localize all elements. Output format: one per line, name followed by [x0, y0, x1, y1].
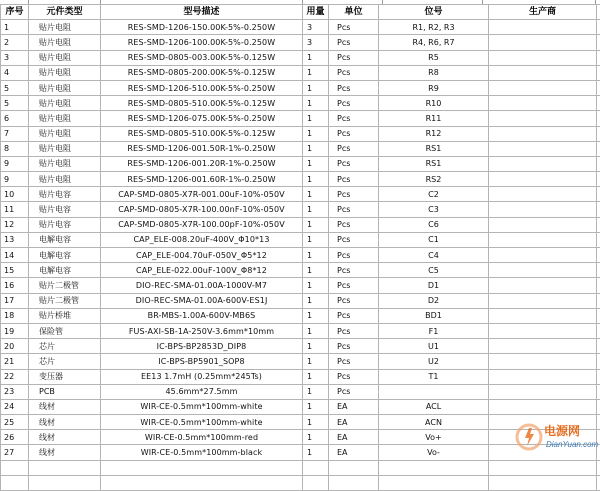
cell-position[interactable]: ACN — [379, 415, 489, 430]
cell-qty[interactable]: 1 — [303, 111, 329, 126]
cell-model[interactable]: 45.6mm*27.5mm — [101, 384, 303, 399]
cell-qty[interactable]: 1 — [303, 445, 329, 460]
cell-model[interactable]: IC-BPS-BP5901_SOP8 — [101, 354, 303, 369]
cell-model[interactable]: WIR-CE-0.5mm*100mm-red — [101, 430, 303, 445]
cell-model[interactable]: RES-SMD-1206-001.50R-1%-0.250W — [101, 141, 303, 156]
header-maker[interactable]: 生产商 — [489, 5, 597, 20]
cell-type[interactable]: 线材 — [29, 445, 101, 460]
cell-maker[interactable] — [489, 20, 597, 35]
header-type[interactable]: 元件类型 — [29, 5, 101, 20]
cell-unit[interactable]: Pcs — [329, 172, 379, 187]
cell-index[interactable]: 13 — [1, 232, 29, 247]
table-header-row — [1, 5, 600, 20]
cell-model[interactable]: EE13 1.7mH (0.25mm*245Ts) — [101, 369, 303, 384]
table-row — [1, 96, 600, 111]
cell-spare[interactable] — [597, 323, 600, 338]
cell-position[interactable]: C1 — [379, 232, 489, 247]
cell-model[interactable]: CAP-SMD-0805-X7R-100.00pF-10%-050V — [101, 217, 303, 232]
cell-unit[interactable]: Pcs — [329, 323, 379, 338]
cell-type[interactable]: 保险管 — [29, 323, 101, 338]
empty-cell[interactable] — [329, 460, 379, 475]
cell-spare[interactable] — [597, 308, 600, 323]
cell-qty[interactable]: 1 — [303, 369, 329, 384]
cell-model[interactable]: RES-SMD-1206-075.00K-5%-0.250W — [101, 111, 303, 126]
header-position[interactable]: 位号 — [379, 5, 489, 20]
cell-unit[interactable]: Pcs — [329, 308, 379, 323]
cell-model[interactable]: RES-SMD-0805-200.00K-5%-0.125W — [101, 65, 303, 80]
header-spare-cell[interactable] — [597, 5, 600, 20]
cell-model[interactable]: IC-BPS-BP2853D_DIP8 — [101, 339, 303, 354]
cell-index[interactable]: 17 — [1, 293, 29, 308]
cell-position[interactable]: D2 — [379, 293, 489, 308]
cell-spare[interactable] — [597, 384, 600, 399]
empty-cell[interactable] — [597, 460, 600, 475]
cell-position[interactable]: D1 — [379, 278, 489, 293]
cell-type[interactable]: 电解电容 — [29, 263, 101, 278]
cell-unit[interactable]: Pcs — [329, 339, 379, 354]
cell-qty[interactable]: 1 — [303, 126, 329, 141]
cell-model[interactable]: DIO-REC-SMA-01.00A-1000V-M7 — [101, 278, 303, 293]
cell-type[interactable]: 贴片电阻 — [29, 96, 101, 111]
cell-spare[interactable] — [597, 202, 600, 217]
cell-qty[interactable]: 1 — [303, 415, 329, 430]
cell-position[interactable]: R5 — [379, 50, 489, 65]
watermark-subtitle: DianYuan.com — [546, 440, 598, 449]
cell-index[interactable]: 10 — [1, 187, 29, 202]
cell-qty[interactable]: 1 — [303, 339, 329, 354]
cell-unit[interactable]: Pcs — [329, 35, 379, 50]
cell-index[interactable]: 9 — [1, 172, 29, 187]
cell-unit[interactable]: Pcs — [329, 278, 379, 293]
cell-qty[interactable]: 1 — [303, 323, 329, 338]
cell-qty[interactable]: 1 — [303, 308, 329, 323]
watermark-title: 电源网 — [544, 422, 580, 439]
table-row — [1, 35, 600, 50]
cell-maker[interactable] — [489, 339, 597, 354]
cell-index[interactable]: 5 — [1, 80, 29, 95]
cell-index[interactable]: 19 — [1, 323, 29, 338]
cell-qty[interactable]: 1 — [303, 50, 329, 65]
cell-qty[interactable]: 3 — [303, 35, 329, 50]
cell-model[interactable]: RES-SMD-0805-003.00K-5%-0.125W — [101, 50, 303, 65]
table-row — [1, 126, 600, 141]
cell-maker[interactable] — [489, 65, 597, 80]
cell-maker[interactable] — [489, 172, 597, 187]
cell-unit[interactable]: Pcs — [329, 248, 379, 263]
table-row — [1, 308, 600, 323]
cell-position[interactable]: C6 — [379, 217, 489, 232]
watermark-logo-icon — [514, 422, 544, 452]
cell-spare[interactable] — [597, 111, 600, 126]
header-index[interactable]: 序号 — [1, 5, 29, 20]
empty-row — [1, 460, 600, 475]
table-row — [1, 202, 600, 217]
cell-unit[interactable]: Pcs — [329, 96, 379, 111]
cell-position[interactable] — [379, 384, 489, 399]
cell-qty[interactable]: 1 — [303, 156, 329, 171]
cell-spare[interactable] — [597, 156, 600, 171]
cell-type[interactable]: 贴片电阻 — [29, 80, 101, 95]
cell-maker[interactable] — [489, 217, 597, 232]
cell-qty[interactable]: 1 — [303, 172, 329, 187]
table-row — [1, 354, 600, 369]
empty-cell[interactable] — [1, 475, 29, 490]
cell-spare[interactable] — [597, 217, 600, 232]
cell-type[interactable]: 贴片电阻 — [29, 35, 101, 50]
cell-spare[interactable] — [597, 339, 600, 354]
cell-index[interactable]: 18 — [1, 308, 29, 323]
empty-cell[interactable] — [489, 460, 597, 475]
table-row — [1, 156, 600, 171]
cell-model[interactable]: RES-SMD-1206-510.00K-5%-0.250W — [101, 80, 303, 95]
cell-type[interactable]: 贴片电阻 — [29, 141, 101, 156]
table-row — [1, 293, 600, 308]
cell-spare[interactable] — [597, 187, 600, 202]
cell-model[interactable]: RES-SMD-1206-100.00K-5%-0.250W — [101, 35, 303, 50]
cell-position[interactable]: R10 — [379, 96, 489, 111]
cell-maker[interactable] — [489, 111, 597, 126]
cell-model[interactable]: DIO-REC-SMA-01.00A-600V-ES1J — [101, 293, 303, 308]
cell-model[interactable]: WIR-CE-0.5mm*100mm-white — [101, 415, 303, 430]
table-row — [1, 65, 600, 80]
cell-index[interactable]: 8 — [1, 141, 29, 156]
cell-position[interactable]: Vo- — [379, 445, 489, 460]
cell-index[interactable]: 21 — [1, 354, 29, 369]
cell-index[interactable]: 24 — [1, 399, 29, 414]
cell-position[interactable]: C4 — [379, 248, 489, 263]
table-row — [1, 430, 600, 445]
cell-unit[interactable]: EA — [329, 415, 379, 430]
cell-position[interactable]: R8 — [379, 65, 489, 80]
cell-maker[interactable] — [489, 187, 597, 202]
cell-index[interactable]: 7 — [1, 126, 29, 141]
cell-position[interactable]: RS2 — [379, 172, 489, 187]
cell-spare[interactable] — [597, 96, 600, 111]
cell-type[interactable]: 贴片电阻 — [29, 20, 101, 35]
empty-cell[interactable] — [101, 460, 303, 475]
cell-type[interactable]: 变压器 — [29, 369, 101, 384]
cell-index[interactable]: 25 — [1, 415, 29, 430]
cell-unit[interactable]: Pcs — [329, 65, 379, 80]
cell-unit[interactable]: Pcs — [329, 20, 379, 35]
cell-maker[interactable] — [489, 141, 597, 156]
cell-position[interactable]: R11 — [379, 111, 489, 126]
cell-unit[interactable]: EA — [329, 430, 379, 445]
cell-qty[interactable]: 1 — [303, 65, 329, 80]
table-row — [1, 80, 600, 95]
empty-cell[interactable] — [597, 475, 600, 490]
cell-maker[interactable] — [489, 399, 597, 414]
cell-model[interactable]: RES-SMD-0805-510.00K-5%-0.125W — [101, 96, 303, 111]
cell-type[interactable]: 芯片 — [29, 354, 101, 369]
cell-maker[interactable] — [489, 384, 597, 399]
cell-spare[interactable] — [597, 126, 600, 141]
cell-type[interactable]: 贴片电阻 — [29, 126, 101, 141]
cell-position[interactable]: C3 — [379, 202, 489, 217]
cell-position[interactable]: ACL — [379, 399, 489, 414]
table-row — [1, 369, 600, 384]
cell-unit[interactable]: Pcs — [329, 354, 379, 369]
cell-type[interactable]: 贴片二极管 — [29, 293, 101, 308]
cell-type[interactable]: 线材 — [29, 415, 101, 430]
cell-spare[interactable] — [597, 278, 600, 293]
table-row — [1, 232, 600, 247]
cell-type[interactable]: 贴片电容 — [29, 217, 101, 232]
cell-type[interactable]: 贴片电阻 — [29, 111, 101, 126]
cell-type[interactable]: 电解电容 — [29, 248, 101, 263]
cell-index[interactable]: 23 — [1, 384, 29, 399]
cell-type[interactable]: 贴片电容 — [29, 202, 101, 217]
cell-spare[interactable] — [597, 263, 600, 278]
cell-type[interactable]: 芯片 — [29, 339, 101, 354]
cell-unit[interactable]: Pcs — [329, 80, 379, 95]
cell-maker[interactable] — [489, 80, 597, 95]
cell-spare[interactable] — [597, 20, 600, 35]
cell-qty[interactable]: 3 — [303, 20, 329, 35]
cell-position[interactable]: RS1 — [379, 141, 489, 156]
bom-body — [1, 20, 600, 491]
cell-qty[interactable]: 1 — [303, 141, 329, 156]
cell-position[interactable]: U2 — [379, 354, 489, 369]
cell-maker[interactable] — [489, 354, 597, 369]
cell-index[interactable]: 27 — [1, 445, 29, 460]
cell-unit[interactable]: Pcs — [329, 293, 379, 308]
cell-position[interactable]: R9 — [379, 80, 489, 95]
table-row — [1, 263, 600, 278]
cell-model[interactable]: RES-SMD-1206-001.60R-1%-0.250W — [101, 172, 303, 187]
table-row — [1, 217, 600, 232]
cell-spare[interactable] — [597, 399, 600, 414]
cell-qty[interactable]: 1 — [303, 187, 329, 202]
empty-cell[interactable] — [329, 475, 379, 490]
table-row — [1, 141, 600, 156]
cell-type[interactable]: PCB — [29, 384, 101, 399]
cell-model[interactable]: CAP-SMD-0805-X7R-100.00nF-10%-050V — [101, 202, 303, 217]
cell-unit[interactable]: Pcs — [329, 156, 379, 171]
cell-spare[interactable] — [597, 141, 600, 156]
table-row — [1, 248, 600, 263]
empty-cell[interactable] — [489, 475, 597, 490]
cell-type[interactable]: 电解电容 — [29, 232, 101, 247]
cell-type[interactable]: 贴片电阻 — [29, 50, 101, 65]
cell-qty[interactable]: 1 — [303, 278, 329, 293]
cell-index[interactable]: 2 — [1, 35, 29, 50]
cell-index[interactable]: 15 — [1, 263, 29, 278]
cell-position[interactable]: R1, R2, R3 — [379, 20, 489, 35]
cell-spare[interactable] — [597, 50, 600, 65]
cell-qty[interactable]: 1 — [303, 232, 329, 247]
cell-model[interactable]: CAP-SMD-0805-X7R-001.00uF-10%-050V — [101, 187, 303, 202]
cell-qty[interactable]: 1 — [303, 430, 329, 445]
cell-qty[interactable]: 1 — [303, 399, 329, 414]
cell-qty[interactable]: 1 — [303, 354, 329, 369]
cell-maker[interactable] — [489, 156, 597, 171]
table-row — [1, 384, 600, 399]
cell-type[interactable]: 贴片电阻 — [29, 156, 101, 171]
cell-qty[interactable]: 1 — [303, 202, 329, 217]
cell-type[interactable]: 线材 — [29, 430, 101, 445]
cell-maker[interactable] — [489, 308, 597, 323]
empty-cell[interactable] — [303, 475, 329, 490]
cell-index[interactable]: 20 — [1, 339, 29, 354]
table-row — [1, 50, 600, 65]
cell-index[interactable]: 12 — [1, 217, 29, 232]
cell-unit[interactable]: Pcs — [329, 187, 379, 202]
cell-unit[interactable]: EA — [329, 445, 379, 460]
cell-unit[interactable]: Pcs — [329, 50, 379, 65]
cell-type[interactable]: 贴片桥堆 — [29, 308, 101, 323]
empty-row — [1, 475, 600, 490]
cell-unit[interactable]: Pcs — [329, 369, 379, 384]
header-qty[interactable]: 用量 — [303, 5, 329, 20]
cell-type[interactable]: 贴片电阻 — [29, 172, 101, 187]
cell-spare[interactable] — [597, 35, 600, 50]
cell-position[interactable]: Vo+ — [379, 430, 489, 445]
cell-unit[interactable]: Pcs — [329, 263, 379, 278]
table-row — [1, 339, 600, 354]
cell-unit[interactable]: Pcs — [329, 111, 379, 126]
cell-index[interactable]: 6 — [1, 111, 29, 126]
table-row — [1, 323, 600, 338]
cell-spare[interactable] — [597, 369, 600, 384]
cell-spare[interactable] — [597, 415, 600, 430]
cell-position[interactable]: R4, R6, R7 — [379, 35, 489, 50]
cell-maker[interactable] — [489, 323, 597, 338]
cell-maker[interactable] — [489, 232, 597, 247]
cell-spare[interactable] — [597, 232, 600, 247]
cell-maker[interactable] — [489, 202, 597, 217]
cell-position[interactable]: R12 — [379, 126, 489, 141]
cell-index[interactable]: 22 — [1, 369, 29, 384]
cell-model[interactable]: CAP_ELE-008.20uF-400V_Φ10*13 — [101, 232, 303, 247]
header-model[interactable]: 型号描述 — [101, 5, 303, 20]
cell-model[interactable]: RES-SMD-1206-001.20R-1%-0.250W — [101, 156, 303, 171]
cell-maker[interactable] — [489, 126, 597, 141]
cell-qty[interactable]: 1 — [303, 384, 329, 399]
cell-spare[interactable] — [597, 248, 600, 263]
cell-position[interactable]: BD1 — [379, 308, 489, 323]
table-row — [1, 172, 600, 187]
cell-maker[interactable] — [489, 96, 597, 111]
cell-position[interactable]: C5 — [379, 263, 489, 278]
table-row — [1, 187, 600, 202]
header-unit[interactable]: 单位 — [329, 5, 379, 20]
bom-table — [0, 4, 600, 491]
cell-position[interactable]: T1 — [379, 369, 489, 384]
table-row — [1, 111, 600, 126]
cell-position[interactable]: F1 — [379, 323, 489, 338]
empty-cell[interactable] — [29, 460, 101, 475]
cell-maker[interactable] — [489, 35, 597, 50]
cell-qty[interactable]: 1 — [303, 217, 329, 232]
cell-unit[interactable]: Pcs — [329, 141, 379, 156]
table-row — [1, 415, 600, 430]
cell-index[interactable]: 14 — [1, 248, 29, 263]
cell-qty[interactable]: 1 — [303, 248, 329, 263]
cell-maker[interactable] — [489, 293, 597, 308]
table-row — [1, 278, 600, 293]
cell-unit[interactable]: Pcs — [329, 202, 379, 217]
cell-qty[interactable]: 1 — [303, 293, 329, 308]
cell-model[interactable]: FUS-AXI-SB-1A-250V-3.6mm*10mm — [101, 323, 303, 338]
cell-unit[interactable]: Pcs — [329, 232, 379, 247]
cell-type[interactable]: 贴片二极管 — [29, 278, 101, 293]
cell-index[interactable]: 3 — [1, 50, 29, 65]
cell-unit[interactable]: Pcs — [329, 217, 379, 232]
cell-type[interactable]: 贴片电容 — [29, 187, 101, 202]
dianyuan-watermark — [512, 420, 594, 454]
cell-qty[interactable]: 1 — [303, 96, 329, 111]
empty-cell[interactable] — [1, 460, 29, 475]
cell-index[interactable]: 5 — [1, 96, 29, 111]
cell-index[interactable]: 1 — [1, 20, 29, 35]
cell-index[interactable]: 4 — [1, 65, 29, 80]
empty-cell[interactable] — [379, 475, 489, 490]
cell-qty[interactable]: 1 — [303, 263, 329, 278]
cell-unit[interactable]: Pcs — [329, 126, 379, 141]
cell-spare[interactable] — [597, 293, 600, 308]
cell-index[interactable]: 11 — [1, 202, 29, 217]
cell-maker[interactable] — [489, 263, 597, 278]
table-row — [1, 20, 600, 35]
cell-type[interactable]: 贴片电阻 — [29, 65, 101, 80]
cell-maker[interactable] — [489, 369, 597, 384]
cell-position[interactable]: RS1 — [379, 156, 489, 171]
cell-spare[interactable] — [597, 80, 600, 95]
cell-position[interactable]: C2 — [379, 187, 489, 202]
cell-model[interactable]: RES-SMD-0805-510.00K-5%-0.125W — [101, 126, 303, 141]
cell-model[interactable]: RES-SMD-1206-150.00K-5%-0.250W — [101, 20, 303, 35]
cell-index[interactable]: 26 — [1, 430, 29, 445]
cell-model[interactable]: WIR-CE-0.5mm*100mm-white — [101, 399, 303, 414]
cell-position[interactable]: U1 — [379, 339, 489, 354]
cell-index[interactable]: 16 — [1, 278, 29, 293]
cell-model[interactable]: BR-MBS-1.00A-600V-MB6S — [101, 308, 303, 323]
table-row — [1, 399, 600, 414]
cell-maker[interactable] — [489, 50, 597, 65]
empty-cell[interactable] — [379, 460, 489, 475]
empty-cell[interactable] — [101, 475, 303, 490]
cell-model[interactable]: WIR-CE-0.5mm*100mm-black — [101, 445, 303, 460]
cell-index[interactable]: 9 — [1, 156, 29, 171]
cell-model[interactable]: CAP_ELE-004.70uF-050V_Φ5*12 — [101, 248, 303, 263]
cell-maker[interactable] — [489, 278, 597, 293]
cell-maker[interactable] — [489, 248, 597, 263]
empty-cell[interactable] — [303, 460, 329, 475]
cell-qty[interactable]: 1 — [303, 80, 329, 95]
cell-unit[interactable]: EA — [329, 399, 379, 414]
cell-spare[interactable] — [597, 172, 600, 187]
cell-unit[interactable]: Pcs — [329, 384, 379, 399]
cell-spare[interactable] — [597, 354, 600, 369]
cell-type[interactable]: 线材 — [29, 399, 101, 414]
empty-cell[interactable] — [29, 475, 101, 490]
cell-model[interactable]: CAP_ELE-022.00uF-100V_Φ8*12 — [101, 263, 303, 278]
cell-spare[interactable] — [597, 65, 600, 80]
